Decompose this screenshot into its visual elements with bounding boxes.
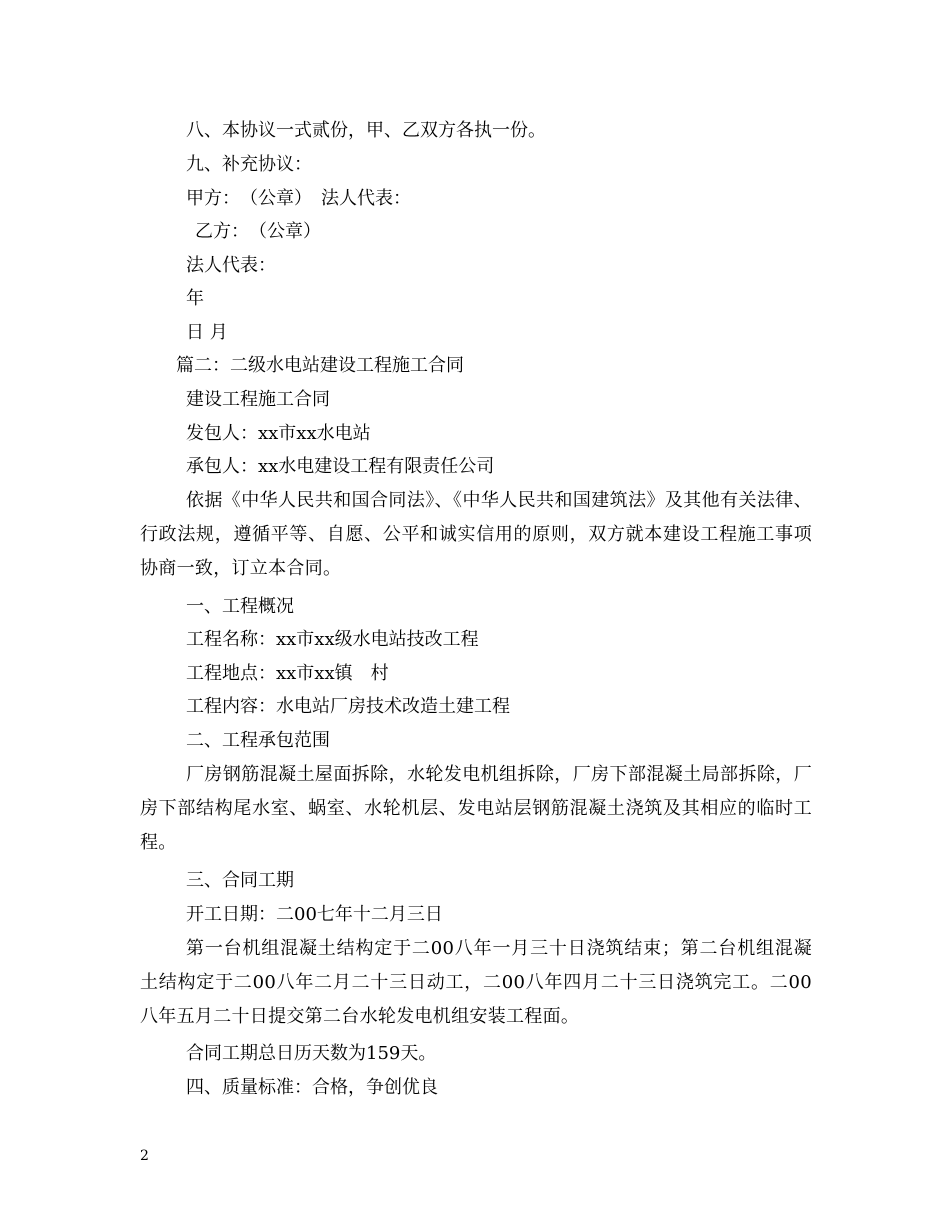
clause-8-line: 八、本协议一式贰份，甲、乙双方各执一份。 <box>186 120 546 141</box>
total-duration-line: 合同工期总日历天数为159天。 <box>186 1043 437 1064</box>
contractor-line: 承包人：xx水电建设工程有限责任公司 <box>186 456 495 477</box>
year-line: 年 <box>186 288 204 309</box>
clause-9-line: 九、补充协议： <box>186 154 312 175</box>
start-date-line: 开工日期：二00七年十二月三日 <box>186 904 443 925</box>
project-name-line: 工程名称：xx市xx级水电站技改工程 <box>186 629 479 650</box>
legal-representative-line: 法人代表： <box>186 255 276 276</box>
party-b-signature-line: 乙方： （公章） <box>195 221 321 242</box>
contract-title: 建设工程施工合同 <box>186 389 330 410</box>
section-3-heading: 三、合同工期 <box>186 870 294 891</box>
employer-line: 发包人：xx市xx水电站 <box>186 423 371 444</box>
section-4-heading: 四、质量标准：合格，争创优良 <box>186 1077 438 1098</box>
scope-paragraph: 厂房钢筋混凝土屋面拆除，水轮发电机组拆除，厂房下部混凝土局部拆除，厂房下部结构尾水室、蜗室、水轮机层、发电站层钢筋混凝土浇筑及其相应的临时工程。 <box>140 764 812 853</box>
day-month-line: 日 月 <box>186 322 228 343</box>
schedule-paragraph: 第一台机组混凝土结构定于二00八年一月三十日浇筑结束；第二台机组混凝土结构定于二00八年二月二十三日动工，二00八年四月二十三日浇筑完工。二00八年五月二十日提交第二台水轮发电机组安装工程面。 <box>140 938 812 1027</box>
project-location-line: 工程地点：xx市xx镇 村 <box>186 663 389 684</box>
project-content-line: 工程内容：水电站厂房技术改造土建工程 <box>186 696 510 717</box>
page-number: 2 <box>140 1148 149 1164</box>
section-1-heading: 一、工程概况 <box>186 596 294 617</box>
chapter-title: 篇二：二级水电站建设工程施工合同 <box>176 355 464 376</box>
party-a-signature-line: 甲方： （公章） 法人代表： <box>186 188 411 209</box>
section-2-heading: 二、工程承包范围 <box>186 730 330 751</box>
contract-basis-paragraph: 依据《中华人民共和国合同法》、《中华人民共和国建筑法》及其他有关法律、行政法规，遵循平等、自愿、公平和诚实信用的原则，双方就本建设工程施工事项协商一致，订立本合同。 <box>140 490 812 579</box>
